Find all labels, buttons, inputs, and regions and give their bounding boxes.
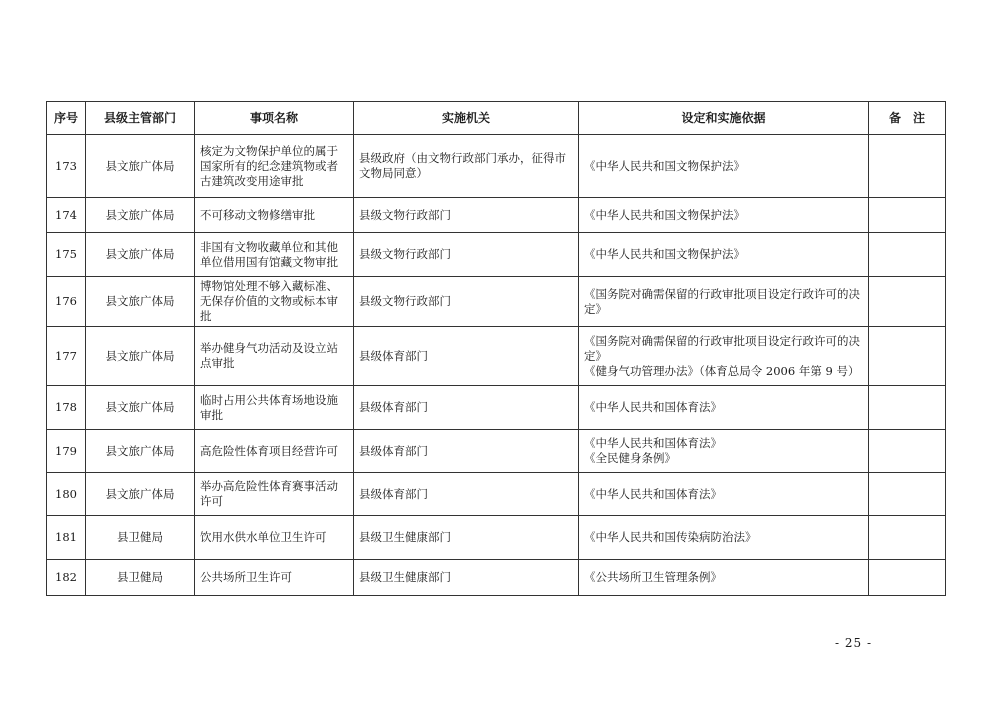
table-row <box>47 327 946 386</box>
cell-legal-basis <box>579 430 869 473</box>
cell-serial-number: 182 <box>47 560 86 596</box>
cell-legal-basis <box>579 233 869 277</box>
table-row <box>47 233 946 277</box>
basis-line: 《中华人民共和国传染病防治法》 <box>584 530 757 544</box>
cell-department: 县文旅广体局 <box>86 277 195 327</box>
cell-agency: 县级体育部门 <box>354 386 579 430</box>
cell-remarks <box>869 233 946 277</box>
cell-department: 县卫健局 <box>86 560 195 596</box>
cell-legal-basis <box>579 327 869 386</box>
cell-agency: 县级体育部门 <box>354 430 579 473</box>
basis-line: 《国务院对确需保留的行政审批项目设定行政许可的决定》 <box>584 333 860 363</box>
cell-serial-number: 174 <box>47 198 86 233</box>
approval-items-table <box>46 101 946 596</box>
cell-item-name: 临时占用公共体育场地设施审批 <box>195 386 354 430</box>
cell-legal-basis <box>579 386 869 430</box>
cell-department: 县文旅广体局 <box>86 233 195 277</box>
cell-serial-number: 177 <box>47 327 86 386</box>
table-row <box>47 198 946 233</box>
table-row <box>47 473 946 516</box>
cell-item-name: 非国有文物收藏单位和其他单位借用国有馆藏文物审批 <box>195 233 354 277</box>
cell-serial-number: 179 <box>47 430 86 473</box>
cell-serial-number: 176 <box>47 277 86 327</box>
basis-line: 《中华人民共和国体育法》 <box>584 486 722 501</box>
cell-department: 县文旅广体局 <box>86 198 195 233</box>
header-remarks: 备 注 <box>869 102 946 135</box>
basis-line: 《中华人民共和国文物保护法》 <box>584 158 745 173</box>
basis-line: 《公共场所卫生管理条例》 <box>584 570 722 584</box>
cell-item-name: 饮用水供水单位卫生许可 <box>195 516 354 560</box>
cell-remarks <box>869 473 946 516</box>
table-row <box>47 386 946 430</box>
basis-line: 《国务院对确需保留的行政审批项目设定行政许可的决定》 <box>584 286 860 316</box>
cell-legal-basis <box>579 516 869 560</box>
cell-agency: 县级文物行政部门 <box>354 233 579 277</box>
cell-serial-number: 180 <box>47 473 86 516</box>
table-row <box>47 560 946 596</box>
table-row <box>47 277 946 327</box>
header-legal-basis: 设定和实施依据 <box>579 102 869 135</box>
cell-department: 县文旅广体局 <box>86 327 195 386</box>
cell-agency: 县级体育部门 <box>354 473 579 516</box>
cell-legal-basis <box>579 277 869 327</box>
cell-item-name: 核定为文物保护单位的属于国家所有的纪念建筑物或者古建筑改变用途审批 <box>195 135 354 198</box>
cell-legal-basis <box>579 560 869 596</box>
cell-agency: 县级文物行政部门 <box>354 198 579 233</box>
cell-agency: 县级政府（由文物行政部门承办，征得市文物局同意） <box>354 135 579 198</box>
cell-remarks <box>869 327 946 386</box>
cell-department: 县文旅广体局 <box>86 135 195 198</box>
cell-serial-number: 178 <box>47 386 86 430</box>
page-number: - 25 - <box>835 636 873 650</box>
cell-remarks <box>869 135 946 198</box>
header-implementing-agency: 实施机关 <box>354 102 579 135</box>
cell-agency: 县级卫生健康部门 <box>354 560 579 596</box>
cell-serial-number: 175 <box>47 233 86 277</box>
header-item-name: 事项名称 <box>195 102 354 135</box>
table-row <box>47 516 946 560</box>
cell-item-name: 举办高危险性体育赛事活动许可 <box>195 473 354 516</box>
cell-serial-number: 173 <box>47 135 86 198</box>
cell-department: 县文旅广体局 <box>86 430 195 473</box>
basis-line: 《中华人民共和国体育法》 <box>584 436 722 450</box>
cell-department: 县文旅广体局 <box>86 386 195 430</box>
basis-line: 《健身气功管理办法》（体育总局令 2006 年第 9 号） <box>584 363 860 378</box>
cell-legal-basis <box>579 198 869 233</box>
cell-department: 县卫健局 <box>86 516 195 560</box>
cell-remarks <box>869 560 946 596</box>
cell-remarks <box>869 277 946 327</box>
cell-item-name: 高危险性体育项目经营许可 <box>195 430 354 473</box>
basis-line: 《中华人民共和国体育法》 <box>584 400 722 414</box>
basis-line: 《中华人民共和国文物保护法》 <box>584 247 745 261</box>
cell-legal-basis <box>579 473 869 516</box>
cell-remarks <box>869 386 946 430</box>
table-header-row <box>47 102 946 135</box>
cell-item-name: 不可移动文物修缮审批 <box>195 198 354 233</box>
table-row <box>47 430 946 473</box>
basis-line: 《全民健身条例》 <box>584 451 676 465</box>
cell-agency: 县级体育部门 <box>354 327 579 386</box>
cell-serial-number: 181 <box>47 516 86 560</box>
cell-remarks <box>869 516 946 560</box>
basis-line: 《中华人民共和国文物保护法》 <box>584 207 745 222</box>
cell-department: 县文旅广体局 <box>86 473 195 516</box>
cell-agency: 县级文物行政部门 <box>354 277 579 327</box>
cell-item-name: 公共场所卫生许可 <box>195 560 354 596</box>
cell-remarks <box>869 430 946 473</box>
cell-item-name: 博物馆处理不够入藏标准、无保存价值的文物或标本审批 <box>195 277 354 327</box>
header-county-department: 县级主管部门 <box>86 102 195 135</box>
table-row <box>47 135 946 198</box>
cell-legal-basis <box>579 135 869 198</box>
header-serial-number: 序号 <box>47 102 86 135</box>
cell-remarks <box>869 198 946 233</box>
cell-agency: 县级卫生健康部门 <box>354 516 579 560</box>
approval-items-table-container <box>46 101 945 596</box>
cell-item-name: 举办健身气功活动及设立站点审批 <box>195 327 354 386</box>
